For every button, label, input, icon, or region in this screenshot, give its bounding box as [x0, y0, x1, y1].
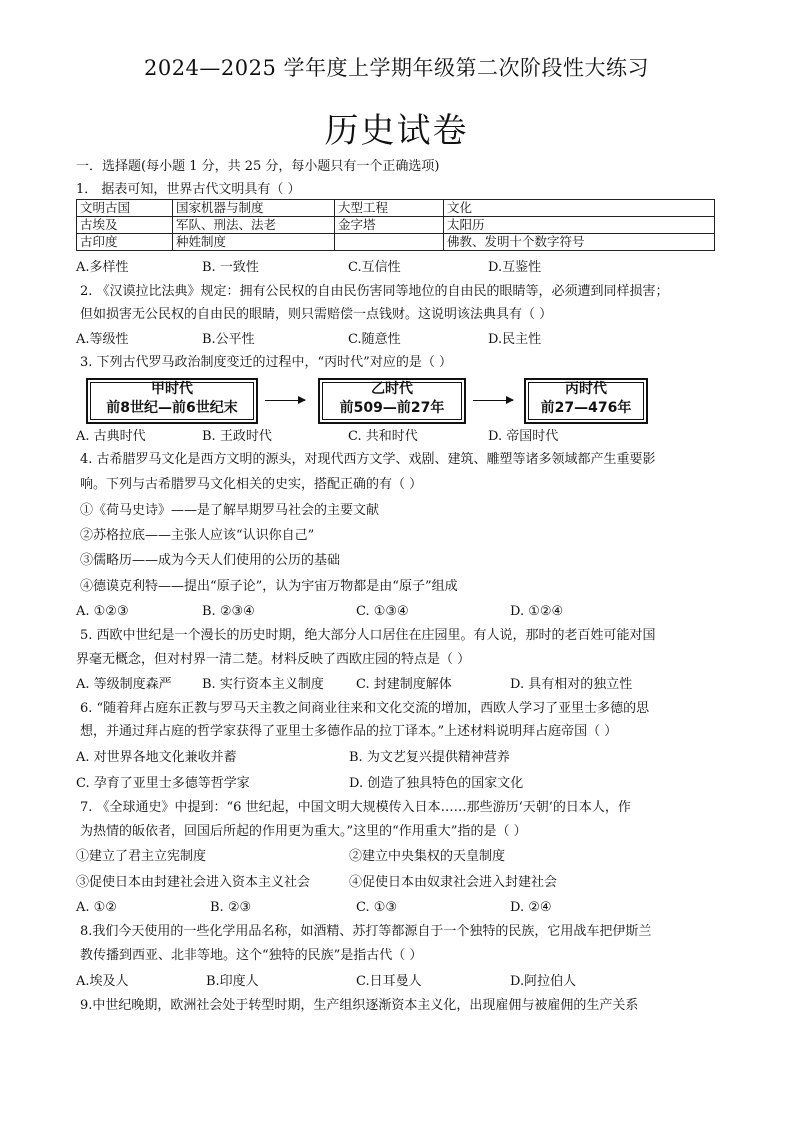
q6-stem-line1: 6. “随着拜占庭东正教与罗马天主教之间商业往来和文化交流的增加，西欧人学习了亚里士多德的思	[80, 701, 650, 716]
q6-option-a: A. 对世界各地文化兼收并蓄	[76, 750, 237, 765]
table-cell	[335, 234, 444, 251]
q7-option-c: C. ①③	[356, 900, 398, 915]
era-box-yi	[318, 378, 466, 424]
q7-item-2: ②建立中央集权的天皇制度	[349, 849, 506, 864]
table-cell: 佛教、发明十个数字符号	[444, 234, 715, 251]
q3-option-c: C. 共和时代	[348, 429, 418, 444]
q7-stem-line1: 7. 《全球通史》中提到：“6 世纪起，中国文明大规模传入日本……那些游历‘天朝’的日本人，作	[80, 800, 631, 815]
era-box-jia	[86, 378, 258, 424]
table-cell: 种姓制度	[173, 234, 335, 251]
q3-option-d: D. 帝国时代	[488, 429, 559, 444]
q5-option-c: C. 封建制度解体	[356, 677, 452, 692]
civilization-table	[76, 199, 715, 251]
q6-stem-line2: 想，并通过拜占庭的哲学家获得了亚里士多德作品的拉丁译本。”上述材料说明拜占庭帝国（ ）	[80, 724, 618, 739]
q5-stem-line1: 5. 西欧中世纪是一个漫长的历史时期，绝大部分人口居住在庄园里。有人说，那时的老百姓可能对国	[80, 628, 656, 643]
q1-option-b: B. 一致性	[202, 260, 259, 275]
q4-item-3: ③儒略历——成为今天人们使用的公历的基础	[80, 553, 341, 568]
q8-stem-line1: 8.我们今天使用的一些化学用品名称，如酒精、苏打等都源自于一个独特的民族，它用战车把伊斯兰	[80, 924, 652, 939]
q7-option-a: A. ①②	[76, 900, 117, 915]
q6-option-d: D. 创造了独具特色的国家文化	[349, 776, 524, 791]
q4-item-4: ④德谟克利特——提出“原子论”，认为宇宙万物都是由“原子”组成	[80, 579, 458, 594]
q2-option-b: B.公平性	[202, 332, 255, 347]
q2-stem-line2: 但如损害无公民权的自由民的眼睛，则只需赔偿一点钱财。这说明该法典具有（ ）	[80, 307, 553, 322]
table-row	[77, 217, 715, 234]
q8-option-c: C.日耳曼人	[356, 974, 422, 989]
table-cell: 国家机器与制度	[173, 200, 335, 217]
q4-option-a: A. ①②③	[76, 604, 129, 619]
q5-option-b: B. 实行资本主义制度	[202, 677, 324, 692]
q3-stem: 3. 下列古代罗马政治制度变迁的过程中，“丙时代”对应的是（ ）	[80, 355, 452, 370]
arrow-right-icon	[473, 400, 513, 401]
q4-option-b: B. ②③④	[202, 604, 255, 619]
q4-stem-line2: 响。下列与古希腊罗马文化相关的史实，搭配正确的有（ ）	[80, 477, 423, 492]
q7-option-b: B. ②③	[210, 900, 252, 915]
table-cell: 军队、刑法、法老	[173, 217, 335, 234]
q8-option-a: A.埃及人	[76, 974, 129, 989]
era-period: 前509—前27年	[339, 400, 445, 416]
q1-option-a: A.多样性	[76, 260, 129, 275]
era-period: 前27—476年	[540, 400, 632, 416]
q9-stem-line1: 9.中世纪晚期，欧洲社会处于转型时期，生产组织逐渐资本主义化，出现雇佣与被雇佣的生产关系	[80, 998, 639, 1013]
q7-item-3: ③促使日本由封建社会进入资本主义社会	[76, 875, 311, 890]
q4-item-1: ①《荷马史诗》——是了解早期罗马社会的主要文献	[80, 503, 380, 518]
q6-option-c: C. 孕育了亚里士多德等哲学家	[76, 776, 250, 791]
q8-option-d: D.阿拉伯人	[510, 974, 577, 989]
q7-item-1: ①建立了君主立宪制度	[76, 849, 207, 864]
q3-option-b: B. 王政时代	[202, 429, 272, 444]
table-row	[77, 200, 715, 217]
subject-title: 历史试卷	[324, 111, 469, 151]
q7-item-4: ④促使日本由奴隶社会进入封建社会	[349, 875, 558, 890]
q7-option-d: D. ②④	[510, 900, 552, 915]
q8-option-b: B.印度人	[206, 974, 259, 989]
q2-stem-line1: 2. 《汉谟拉比法典》规定：拥有公民权的自由民伤害同等地位的自由民的眼睛等，必须遭到同样损害；	[80, 284, 669, 299]
q4-option-c: C. ①③④	[356, 604, 409, 619]
q4-stem-line1: 4. 古希腊罗马文化是西方文明的源头，对现代西方文学、戏剧、建筑、雕塑等诸多领域都产生重要影	[80, 452, 656, 467]
table-cell: 金字塔	[335, 217, 444, 234]
table-cell: 古埃及	[77, 217, 173, 234]
q2-option-d: D.民主性	[488, 332, 542, 347]
q2-option-a: A.等级性	[76, 332, 129, 347]
table-cell: 文化	[444, 200, 715, 217]
q1-option-c: C.互信性	[348, 260, 401, 275]
q4-item-2: ②苏格拉底——主张人应该“认识你自己”	[80, 528, 315, 543]
table-cell: 太阳历	[444, 217, 715, 234]
table-cell: 大型工程	[335, 200, 444, 217]
q5-stem-line2: 界毫无概念，但对村界一清二楚。材料反映了西欧庄园的特点是（ ）	[76, 652, 471, 667]
table-row	[77, 234, 715, 251]
q6-option-b: B. 为文艺复兴提供精神营养	[349, 750, 510, 765]
exam-title: 2024—2025 学年度上学期年级第二次阶段性大练习	[143, 56, 650, 80]
table-cell: 古印度	[77, 234, 173, 251]
q1-option-d: D.互鉴性	[488, 260, 542, 275]
arrow-right-icon	[265, 400, 305, 401]
q4-option-d: D. ①②④	[510, 604, 564, 619]
section-heading: 一．选择题(每小题 1 分，共 25 分，每小题只有一个正确选项)	[76, 159, 440, 174]
q3-option-a: A. 古典时代	[76, 429, 146, 444]
era-name: 乙时代	[371, 381, 413, 397]
era-period: 前8世纪—前6世纪末	[106, 400, 238, 416]
era-name: 甲时代	[151, 381, 193, 397]
era-box-bing	[524, 378, 648, 424]
q5-option-a: A. 等级制度森严	[76, 677, 172, 692]
q2-option-c: C.随意性	[348, 332, 401, 347]
table-cell: 文明古国	[77, 200, 173, 217]
q1-stem: 1． 据表可知，世界古代文明具有（ ）	[76, 182, 301, 197]
q7-stem-line2: 为热情的皈依者，回国后所起的作用更为重大。”这里的“作用重大”指的是（ ）	[80, 824, 527, 839]
q5-option-d: D. 具有相对的独立性	[510, 677, 633, 692]
era-name: 丙时代	[565, 381, 607, 397]
q8-stem-line2: 教传播到西亚、北非等地。这个“独特的民族”是指古代（ ）	[80, 948, 423, 963]
